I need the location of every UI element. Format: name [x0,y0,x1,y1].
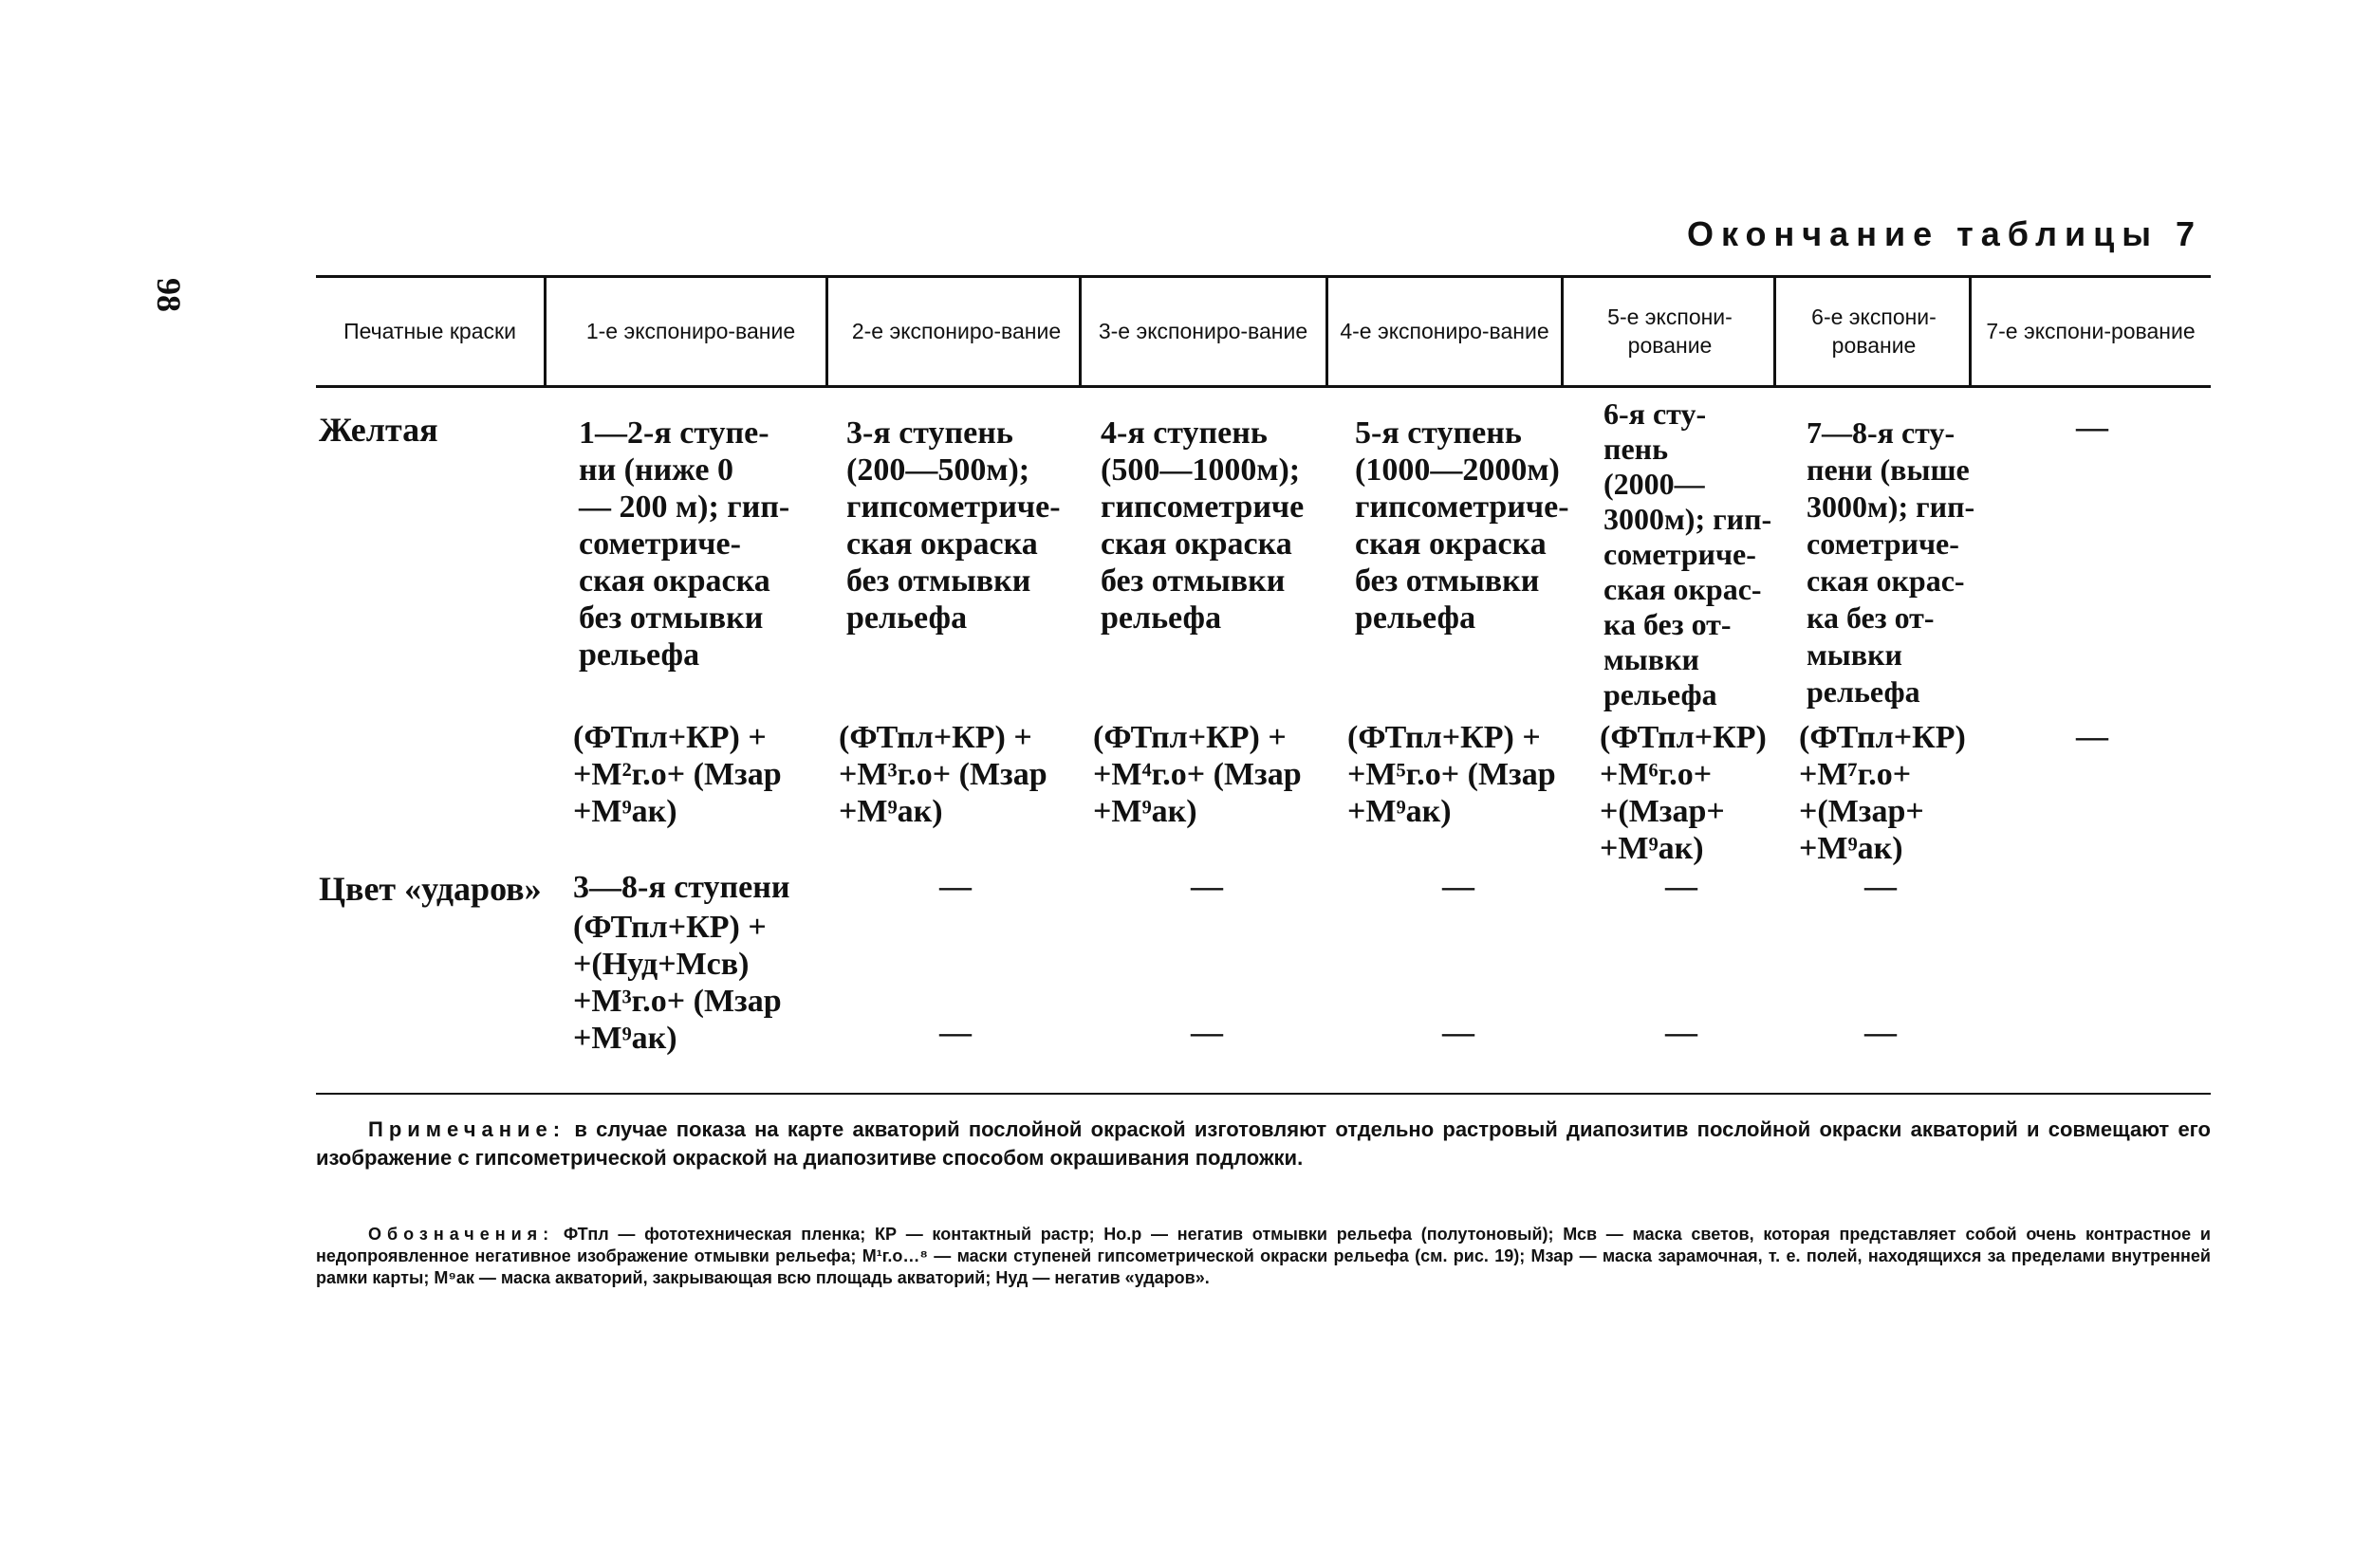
yellow-formula-2: (ФТпл+КР) + +М³г.о+ (Мзар +М⁹ак) [839,720,1047,829]
col-divider [825,277,828,385]
table-legend [316,1224,2211,1289]
yellow-formula-5: (ФТпл+КР) +М⁶г.о+ +(Мзар+ +М⁹ак) [1600,720,1767,866]
header-inks: Печатные краски [343,319,516,343]
table-caption: Окончание таблицы 7 [1687,214,2202,253]
table-note [316,1116,2211,1172]
col-divider [1561,277,1564,385]
yellow-desc-5: 6-я сту- пень (2000— 3000м); гип- сометриче- ская окрас- ка без от- мывки рельефа [1603,397,1772,711]
legend-label: Обозначения: [368,1225,555,1244]
col-divider [1079,277,1082,385]
strikes-formula-4: — [1442,1015,1474,1050]
note-label: Примечание: [368,1117,566,1141]
strikes-desc-4: — [1442,869,1474,904]
yellow-formula-1: (ФТпл+КР) + +М²г.о+ (Мзар +М⁹ак) [573,720,782,829]
note-text: в случае показа на карте акваторий послойной окраской изготовляют отдельно растровый диапозитив послойной окраски акваторий и совмещают его изображение с гипсометрической окраской на диапозитиве способом окрашивания подложки. [316,1117,2211,1170]
strikes-desc-6: — [1864,869,1897,904]
row-label-yellow: Желтая [319,411,438,449]
header-exposure-3: 3-е экспониро-вание [1098,319,1308,343]
header-bottom-rule [316,385,2211,388]
yellow-desc-6: 7—8-я сту- пени (выше 3000м); гип- сометриче- ская окрас- ка без от- мывки рельефа [1807,415,1975,709]
header-exposure-2: 2-е экспониро-вание [851,319,1062,343]
strikes-formula-6: — [1864,1015,1897,1050]
strikes-desc-3: — [1191,869,1223,904]
header-exposure-5: 5-е экспони-рование [1607,304,1733,358]
col-divider [1969,277,1972,385]
strikes-formula-5: — [1665,1015,1697,1050]
col-divider [544,277,547,385]
col-divider [1325,277,1328,385]
legend-text: ФТпл — фототехническая пленка; КР — контактный растр; Но.р — негатив отмывки рельефа (полутоновый); Мсв — маска светов, которая представляет собой очень контрастное и недопроявленное негативное изображение отмывки рельефа; М¹г.о…⁸ — маски ступеней гипсометрической окраски рельефа (см. рис. 19); Мзар — маска зарамочная, т. е. полей, находящихся за пределами внутренней рамки карты; М⁹ак — маска акваторий, закрывающая всю площадь акваторий; Нуд — негатив «ударов». [316,1225,2211,1287]
header-exposure-7: 7-е экспони-рование [1986,319,2196,343]
header-exposure-4: 4-е экспониро-вание [1340,319,1549,343]
col-divider [1773,277,1776,385]
yellow-desc-1: 1—2-я ступе- ни (ниже 0 — 200 м); гип- сометриче- ская окраска без отмывки рельефа [579,415,790,673]
strikes-formula-3: — [1191,1015,1223,1050]
yellow-desc-3: 4-я ступень (500—1000м); гипсометриче ская окраска без отмывки рельефа [1101,415,1305,636]
header-exposure-1: 1-е экспониро-вание [585,319,796,343]
yellow-formula-3: (ФТпл+КР) + +М⁴г.о+ (Мзар +М⁹ак) [1093,720,1302,829]
strikes-formula-1: (ФТпл+КР) + +(Нуд+Мсв) +М³г.о+ (Мзар +М⁹ак) [573,910,782,1056]
header-exposure-6: 6-е экспони-рование [1811,304,1937,358]
table-bottom-rule [316,1093,2211,1095]
yellow-formula-6: (ФТпл+КР) +М⁷г.о+ +(Мзар+ +М⁹ак) [1799,720,1966,866]
row-label-strikes: Цвет «ударов» [319,870,542,908]
yellow-desc-7: — [2076,410,2108,445]
strikes-desc-1: 3—8-я ступени [573,870,790,905]
strikes-formula-2: — [939,1015,972,1050]
strikes-desc-5: — [1665,869,1697,904]
table-header [316,277,2211,385]
yellow-desc-2: 3-я ступень (200—500м); гипсометриче- ская окраска без отмывки рельефа [846,415,1061,636]
strikes-desc-2: — [939,869,972,904]
yellow-formula-7: — [2076,719,2108,754]
yellow-formula-4: (ФТпл+КР) + +М⁵г.о+ (Мзар +М⁹ак) [1347,720,1556,829]
yellow-desc-4: 5-я ступень (1000—2000м) гипсометриче- ская окраска без отмывки рельефа [1355,415,1569,636]
page-number: 98 [150,278,188,312]
